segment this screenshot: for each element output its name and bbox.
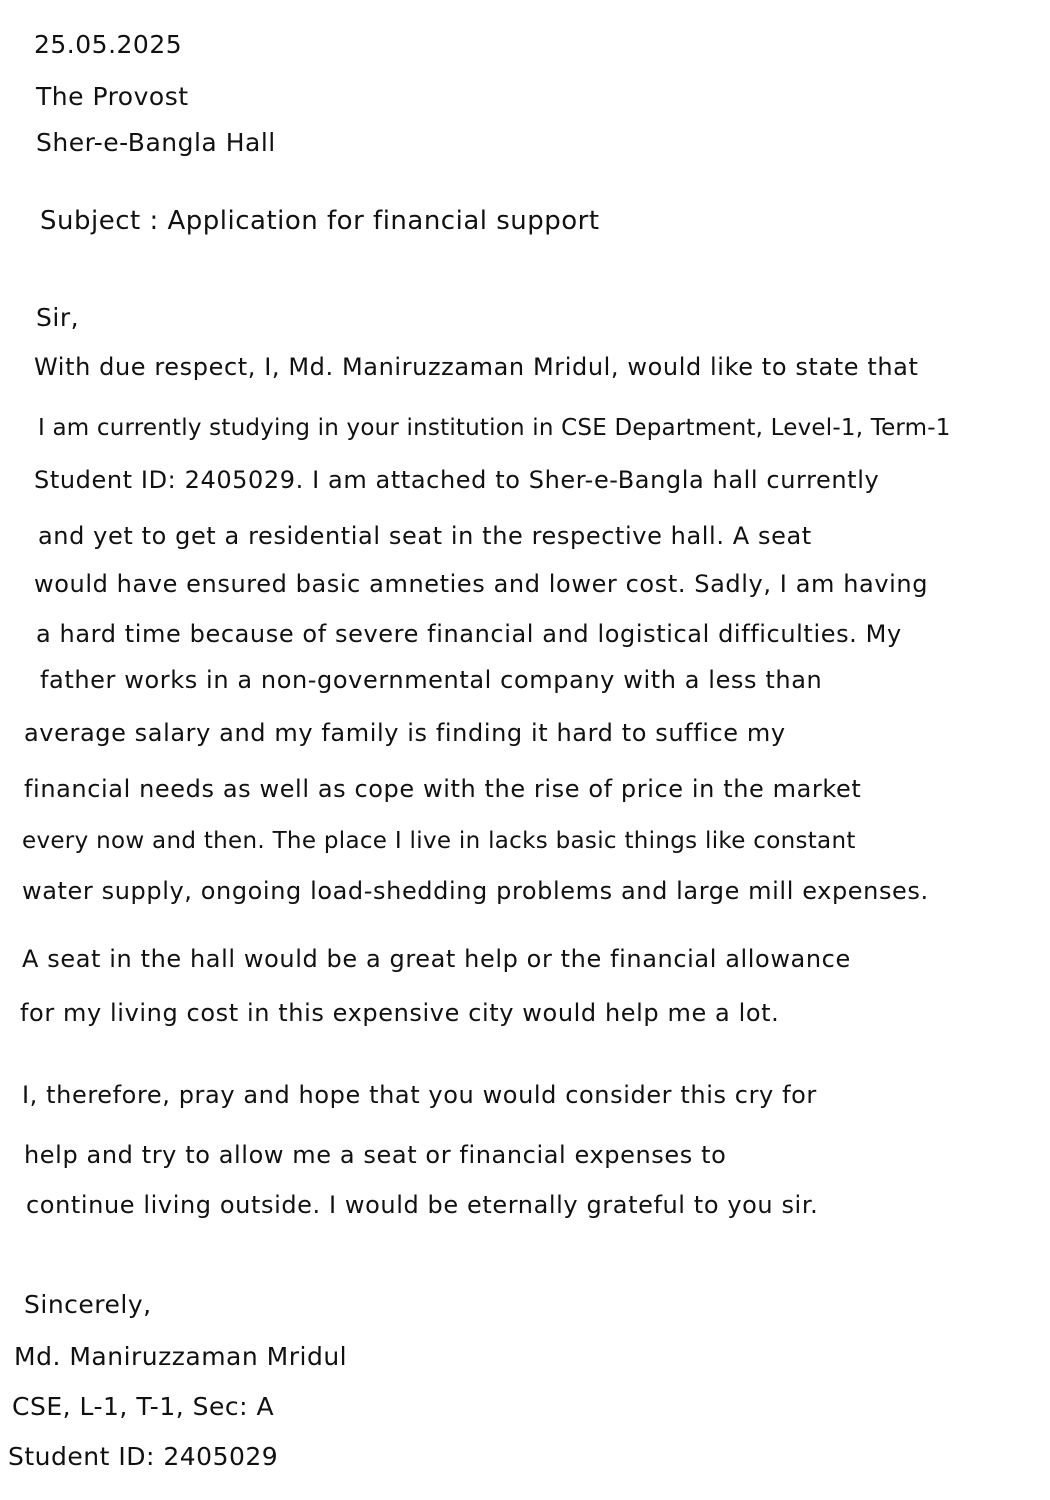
signer-class-info: CSE, L-1, T-1, Sec: A [12, 1392, 275, 1421]
body-line: water supply, ongoing load-shedding problems and large mill expenses. [22, 877, 929, 905]
body-line: financial needs as well as cope with the rise of price in the market [24, 775, 862, 803]
body-line: With due respect, I, Md. Maniruzzaman Mridul, would like to state that [34, 353, 919, 381]
body-line: every now and then. The place I live in lacks basic things like constant [22, 828, 856, 854]
body-line: continue living outside. I would be eternally grateful to you sir. [26, 1191, 819, 1219]
body-line: and yet to get a residential seat in the respective hall. A seat [38, 522, 812, 550]
body-line: father works in a non-governmental company with a less than [40, 666, 823, 694]
body-line: would have ensured basic amneties and lower cost. Sadly, I am having [34, 570, 929, 598]
letter-subject: Subject : Application for financial support [40, 206, 600, 236]
salutation: Sir, [36, 303, 80, 332]
body-line: I, therefore, pray and hope that you would consider this cry for [22, 1081, 817, 1109]
body-line: I am currently studying in your institution in CSE Department, Level-1, Term-1 [38, 415, 951, 441]
letter-date: 25.05.2025 [34, 30, 183, 59]
body-line: A seat in the hall would be a great help or the financial allowance [22, 945, 851, 973]
body-line: average salary and my family is finding it hard to suffice my [24, 719, 786, 747]
signer-student-id: Student ID: 2405029 [8, 1442, 279, 1471]
body-line: Student ID: 2405029. I am attached to Sher-e-Bangla hall currently [34, 466, 880, 494]
body-line: for my living cost in this expensive city would help me a lot. [20, 999, 780, 1027]
body-line: help and try to allow me a seat or financial expenses to [24, 1141, 727, 1169]
recipient-title: The Provost [36, 82, 189, 111]
body-line: a hard time because of severe financial and logistical difficulties. My [36, 620, 902, 648]
sign-off: Sincerely, [24, 1290, 152, 1319]
recipient-hall: Sher-e-Bangla Hall [36, 128, 276, 157]
signer-name: Md. Maniruzzaman Mridul [14, 1342, 348, 1371]
